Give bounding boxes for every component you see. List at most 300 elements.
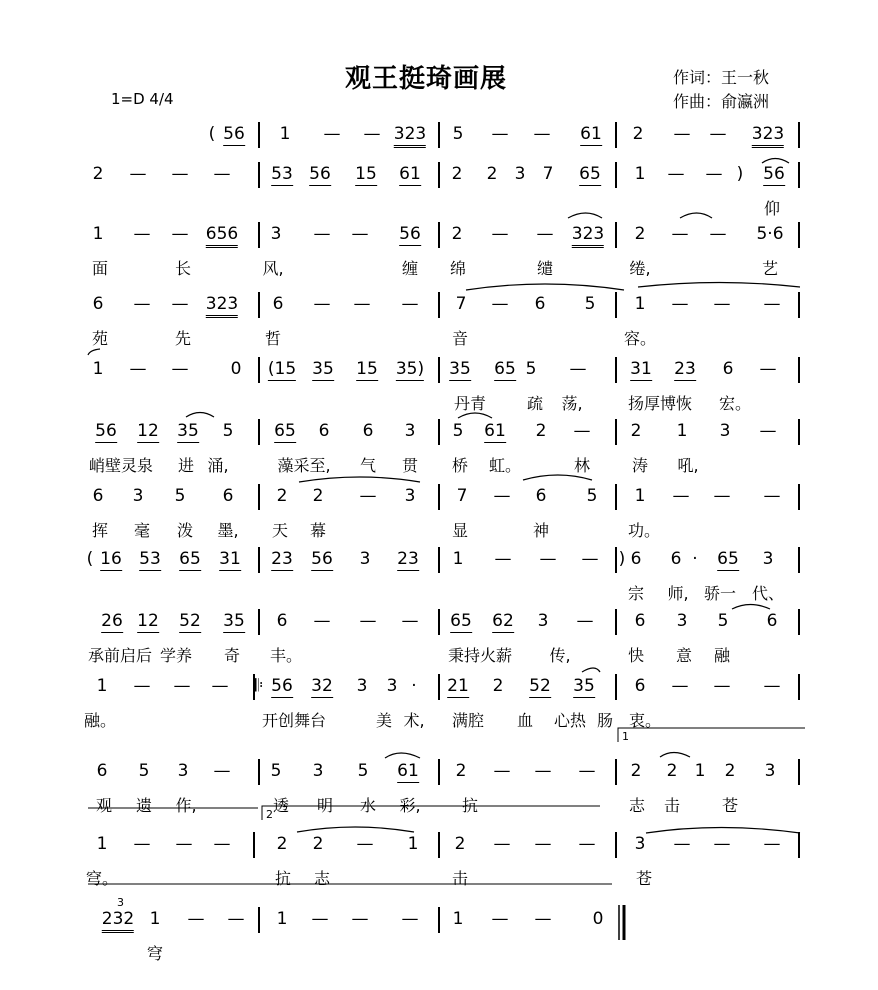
note: 6: [534, 294, 546, 314]
lyric: 抗: [274, 869, 292, 888]
barline: [258, 222, 260, 248]
lyric: 进: [177, 456, 195, 475]
note: 1: [694, 761, 706, 781]
note: —: [171, 164, 189, 184]
note: —: [533, 124, 551, 144]
barline: [438, 547, 440, 573]
barline: [258, 759, 260, 785]
notation-line: [0, 830, 878, 860]
lyric: 功。: [627, 521, 661, 540]
note: 5·6: [756, 224, 784, 244]
note: 53: [271, 164, 293, 184]
note: 1: [634, 164, 646, 184]
lyric: 吼,: [677, 456, 699, 475]
note: 23: [271, 549, 293, 569]
score-system: [0, 220, 878, 284]
note: —: [213, 164, 231, 184]
lyric: 挥: [91, 521, 109, 540]
lyric: 水: [359, 796, 377, 815]
lyric: 绵: [449, 259, 467, 278]
lyric: 术,: [403, 711, 425, 730]
lyric: 师,: [667, 584, 689, 603]
lyric: 传,: [549, 646, 571, 665]
lyric: 骄一: [703, 584, 737, 603]
note: —: [713, 486, 731, 506]
note: 3: [537, 611, 549, 631]
notation-line: [0, 482, 878, 512]
note: —: [672, 486, 690, 506]
note: 52: [529, 676, 551, 696]
note: 15: [356, 359, 378, 379]
note: —: [573, 421, 591, 441]
barline: [615, 547, 617, 573]
lyric: 绻,: [629, 259, 651, 278]
note: 26: [101, 611, 123, 631]
note: 6: [96, 761, 108, 781]
lyric: 奇: [223, 646, 241, 665]
notation-line: [0, 355, 878, 385]
note: —: [763, 676, 781, 696]
note: 56: [311, 549, 333, 569]
barline: [438, 832, 440, 858]
barline: [258, 609, 260, 635]
barline: [798, 162, 800, 188]
lyric: 志: [628, 796, 646, 815]
note: —: [578, 761, 596, 781]
lyric: 容。: [623, 329, 657, 348]
note: 2: [666, 761, 678, 781]
note: 35: [449, 359, 471, 379]
barline: [798, 122, 800, 148]
note: 0: [592, 909, 604, 929]
score-system: [0, 757, 878, 821]
note: —: [187, 909, 205, 929]
note: 23: [674, 359, 696, 379]
lyric: 衷。: [628, 711, 662, 730]
note: 2: [92, 164, 104, 184]
note: 3: [676, 611, 688, 631]
note: 1: [676, 421, 688, 441]
barline: [438, 357, 440, 383]
note: 6: [222, 486, 234, 506]
barline: [798, 292, 800, 318]
note: 5: [357, 761, 369, 781]
barline: [615, 357, 617, 383]
lyric: 苑: [91, 329, 109, 348]
note: 2: [312, 486, 324, 506]
barline: [798, 484, 800, 510]
note: —: [759, 359, 777, 379]
note: 62: [492, 611, 514, 631]
note: 65: [579, 164, 601, 184]
lyric: 快: [627, 646, 645, 665]
barline: [258, 484, 260, 510]
barline: [438, 484, 440, 510]
note: —: [493, 486, 511, 506]
lyric: 疏: [526, 394, 544, 413]
note: 35: [177, 421, 199, 441]
lyric: 荡,: [561, 394, 583, 413]
barline: [615, 674, 617, 700]
lyric: 虹。: [488, 456, 522, 475]
note: 323: [572, 224, 604, 248]
barline: [615, 484, 617, 510]
note: 56: [399, 224, 421, 244]
note: —: [709, 124, 727, 144]
lyric: 美: [375, 711, 393, 730]
note: 2: [630, 421, 642, 441]
note: 3: [514, 164, 526, 184]
lyric: 涌,: [207, 456, 229, 475]
note: 65: [274, 421, 296, 441]
note: —: [359, 486, 377, 506]
note: —: [713, 294, 731, 314]
note: —: [671, 294, 689, 314]
note: 1: [279, 124, 291, 144]
lyric: 融。: [83, 711, 117, 730]
note: ·: [411, 676, 417, 696]
note: —: [491, 294, 509, 314]
lyric: 神: [532, 521, 550, 540]
note: 3: [762, 549, 774, 569]
note: —: [667, 164, 685, 184]
note: —: [363, 124, 381, 144]
barline: [438, 609, 440, 635]
barline: [438, 907, 440, 933]
note: 35): [395, 359, 425, 379]
note: 5: [222, 421, 234, 441]
barline: [258, 907, 260, 933]
notation-line: [0, 220, 878, 250]
lyric: 彩,: [399, 796, 421, 815]
note: 65: [494, 359, 516, 379]
lyric: 墨,: [217, 521, 239, 540]
note: 6: [276, 611, 288, 631]
note: 2: [455, 761, 467, 781]
score-system: [0, 905, 878, 969]
note: —: [133, 294, 151, 314]
lyric: 缱: [536, 259, 554, 278]
lyric: 作,: [175, 796, 197, 815]
note: —: [313, 224, 331, 244]
note: —: [705, 164, 723, 184]
note: 6: [766, 611, 778, 631]
song-title: 观王挺琦画展: [345, 64, 508, 94]
barline: [258, 357, 260, 383]
note: 2: [535, 421, 547, 441]
note: 1: [634, 486, 646, 506]
score-system: [0, 672, 878, 736]
note: —: [759, 421, 777, 441]
note: 21: [447, 676, 469, 696]
note: 3: [177, 761, 189, 781]
note: —: [351, 224, 369, 244]
score-system: [0, 355, 878, 419]
note: 65: [717, 549, 739, 569]
barline: [438, 419, 440, 445]
note: 65: [179, 549, 201, 569]
note: 1: [452, 909, 464, 929]
barline: [798, 547, 800, 573]
lyric: 桥: [451, 456, 469, 475]
score-system: [0, 417, 878, 481]
note: —: [763, 486, 781, 506]
notation-line: [0, 417, 878, 447]
note: 1: [96, 834, 108, 854]
lyric: 血: [516, 711, 534, 730]
note: 6: [362, 421, 374, 441]
note: —: [401, 611, 419, 631]
notation-line: [0, 757, 878, 787]
note: 2: [451, 164, 463, 184]
lyric: 缠: [401, 259, 419, 278]
note: ): [618, 549, 626, 569]
lyric: 遗: [135, 796, 153, 815]
note: —: [491, 124, 509, 144]
note: 7: [455, 294, 467, 314]
note: 5: [270, 761, 282, 781]
note: 2: [630, 761, 642, 781]
note: 3: [270, 224, 282, 244]
barline: [615, 419, 617, 445]
note: —: [313, 611, 331, 631]
note: 3: [132, 486, 144, 506]
note: 6: [670, 549, 682, 569]
note: 31: [219, 549, 241, 569]
note: —: [173, 676, 191, 696]
lyric: 幕: [309, 521, 327, 540]
key-signature: 1=D 4/4: [111, 90, 174, 108]
score-system: [0, 482, 878, 546]
note: 3: [386, 676, 398, 696]
note: (: [86, 549, 94, 569]
lyric: 仰: [763, 199, 781, 218]
note: —: [133, 834, 151, 854]
note: 1: [634, 294, 646, 314]
barline: [253, 674, 255, 700]
note: 1: [149, 909, 161, 929]
lyric: 抗: [461, 796, 479, 815]
barline: [615, 122, 617, 148]
note: 0: [230, 359, 242, 379]
lyric: 志: [313, 869, 331, 888]
note: 12: [137, 611, 159, 631]
note: —: [569, 359, 587, 379]
note: 65: [450, 611, 472, 631]
triplet-label: 3: [117, 896, 124, 909]
lyric: 哲: [264, 329, 282, 348]
lyric: 显: [451, 521, 469, 540]
barline: [798, 609, 800, 635]
lyric: 音: [451, 329, 469, 348]
note: —: [171, 359, 189, 379]
note: —: [323, 124, 341, 144]
note: 5: [586, 486, 598, 506]
score-system: [0, 830, 878, 894]
note: 6: [318, 421, 330, 441]
note: 𝄆: [254, 676, 264, 696]
note: 2: [486, 164, 498, 184]
note: —: [578, 834, 596, 854]
barline: [615, 832, 617, 858]
note: —: [133, 676, 151, 696]
note: 6: [630, 549, 642, 569]
note: 3: [634, 834, 646, 854]
barline: [258, 122, 260, 148]
notation-line: [0, 290, 878, 320]
note: —: [539, 549, 557, 569]
note: —: [356, 834, 374, 854]
lyric: 透: [272, 796, 290, 815]
note: 31: [630, 359, 652, 379]
lyric: 肠: [596, 711, 614, 730]
barline: [438, 674, 440, 700]
barline: [798, 832, 800, 858]
score-system: [0, 545, 878, 609]
barline: [798, 674, 800, 700]
lyric: 先: [174, 329, 192, 348]
lyric: 艺: [761, 259, 779, 278]
barline: [798, 759, 800, 785]
note: —: [534, 834, 552, 854]
barline: [438, 222, 440, 248]
lyric: 击: [451, 869, 469, 888]
note: 2: [312, 834, 324, 854]
note: —: [227, 909, 245, 929]
note: 3: [404, 486, 416, 506]
note: 6: [722, 359, 734, 379]
barline: [615, 292, 617, 318]
note: 35: [573, 676, 595, 696]
note: 323: [394, 124, 426, 148]
note: —: [401, 909, 419, 929]
lyric: 涛: [631, 456, 649, 475]
note: 56: [271, 676, 293, 696]
notation-line: [0, 672, 878, 702]
note: 35: [312, 359, 334, 379]
lyric: 峭壁灵泉: [88, 456, 154, 475]
note: 5: [452, 421, 464, 441]
note: 5: [138, 761, 150, 781]
note: 6: [92, 294, 104, 314]
note: 61: [399, 164, 421, 184]
note: —: [673, 834, 691, 854]
note: 3: [719, 421, 731, 441]
lyric: 宏。: [718, 394, 752, 413]
note: 15: [355, 164, 377, 184]
note: 2: [454, 834, 466, 854]
lyric: 学养: [159, 646, 193, 665]
note: 53: [139, 549, 161, 569]
note: —: [713, 676, 731, 696]
note: —: [534, 909, 552, 929]
barline: [438, 759, 440, 785]
note: 2: [724, 761, 736, 781]
note: —: [175, 834, 193, 854]
note: 1: [96, 676, 108, 696]
note: 32: [311, 676, 333, 696]
barline: [438, 162, 440, 188]
note: 6: [272, 294, 284, 314]
note: 23: [397, 549, 419, 569]
lyric: 丹青: [453, 394, 487, 413]
barline: [615, 759, 617, 785]
note: —: [491, 224, 509, 244]
note: 12: [137, 421, 159, 441]
note: ·: [692, 549, 698, 569]
lyric: 贯: [401, 456, 419, 475]
note: —: [671, 676, 689, 696]
note: 656: [206, 224, 238, 248]
note: ): [736, 164, 744, 184]
note: —: [581, 549, 599, 569]
note: 1: [92, 359, 104, 379]
lyric: 心热: [553, 711, 587, 730]
note: 56: [309, 164, 331, 184]
note: —: [171, 224, 189, 244]
note: 1: [407, 834, 419, 854]
note: 3: [312, 761, 324, 781]
note: —: [401, 294, 419, 314]
barline: [258, 162, 260, 188]
note: —: [713, 834, 731, 854]
note: 5: [174, 486, 186, 506]
note: 3: [356, 676, 368, 696]
note: 5: [584, 294, 596, 314]
note: —: [763, 294, 781, 314]
note: —: [536, 224, 554, 244]
barline: [258, 547, 260, 573]
note: —: [129, 359, 147, 379]
note: 56: [95, 421, 117, 441]
score-system: [0, 607, 878, 671]
note: 7: [542, 164, 554, 184]
note: —: [494, 549, 512, 569]
notation-line: [0, 607, 878, 637]
note: 3: [404, 421, 416, 441]
barline: [798, 357, 800, 383]
note: —: [213, 834, 231, 854]
lyric: 观: [95, 796, 113, 815]
note: 61: [484, 421, 506, 441]
note: 1: [92, 224, 104, 244]
lyric: 丰。: [269, 646, 303, 665]
barline: [253, 832, 255, 858]
note: —: [359, 611, 377, 631]
note: 61: [397, 761, 419, 781]
lyric: 击: [663, 796, 681, 815]
note: 6: [92, 486, 104, 506]
note: 323: [206, 294, 238, 318]
note: —: [534, 761, 552, 781]
notation-line: [0, 160, 878, 190]
note: —: [576, 611, 594, 631]
lyric: 融: [713, 646, 731, 665]
note: 232: [102, 909, 134, 933]
lyric: 面: [91, 259, 109, 278]
note: 52: [179, 611, 201, 631]
barline: [615, 609, 617, 635]
note: 6: [535, 486, 547, 506]
barline: [438, 292, 440, 318]
note: 7: [456, 486, 468, 506]
note: 6: [634, 676, 646, 696]
note: —: [353, 294, 371, 314]
note: 2: [634, 224, 646, 244]
barline: [438, 122, 440, 148]
note: —: [311, 909, 329, 929]
note: 5: [452, 124, 464, 144]
